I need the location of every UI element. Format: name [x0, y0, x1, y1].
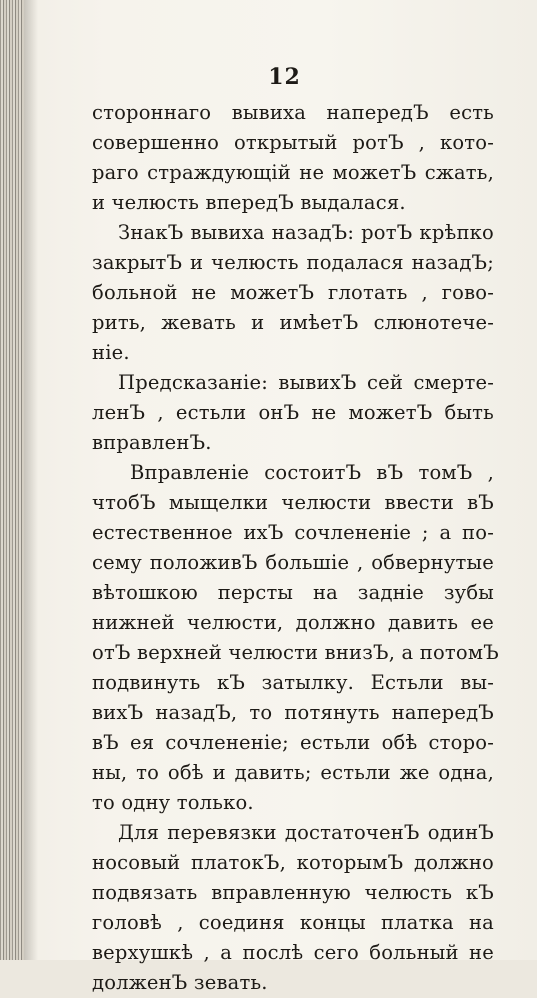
text-line: головѣ , соединя концы платка на: [92, 911, 494, 934]
text-line: вихЪ назадЪ, то потянуть напередЪ: [92, 701, 494, 724]
text-line: чтобЪ мыщелки челюсти ввести вЪ: [92, 491, 494, 514]
text-line: ЗнакЪ вывиха назадЪ: ротЪ крѣпко: [118, 221, 494, 244]
text-line: верхушкѣ , а послѣ сего больный не: [92, 941, 494, 964]
book-binding: [0, 0, 24, 960]
text-line: раго страждующій не можетЪ сжать,: [92, 161, 494, 184]
text-line: долженЪ зевать.: [92, 971, 268, 994]
page-number: 12: [268, 64, 301, 90]
binding-shadow: [24, 0, 38, 960]
text-line: Предсказаніе: вывихЪ сей смерте-: [118, 371, 494, 394]
text-line: рить, жевать и имѣетЪ слюнотече-: [92, 311, 494, 334]
text-line: Для перевязки достаточенЪ одинЪ: [118, 821, 494, 844]
text-line: нижней челюсти, должно давить ее: [92, 611, 494, 634]
text-line: то одну только.: [92, 791, 254, 814]
text-line: стороннаго вывиха напередЪ есть: [92, 101, 494, 124]
text-line: ны, то обѣ и давить; естьли же одна,: [92, 761, 494, 784]
text-line: совершенно открытый ротЪ , кото-: [92, 131, 494, 154]
body-text: [92, 98, 499, 998]
text-line: вЪ ея сочлененіе; естьли обѣ сторо-: [92, 731, 494, 754]
text-line: сему положивЪ большіе , обвернутые: [92, 551, 494, 574]
text-line: подвязать вправленную челюсть кЪ: [92, 881, 494, 904]
text-line: и челюсть впередЪ выдалася.: [92, 191, 406, 214]
text-line: больной не можетЪ глотать , гово-: [92, 281, 494, 304]
text-line: закрытЪ и челюсть подалася назадЪ;: [92, 251, 494, 274]
text-line: ленЪ , естьли онЪ не можетЪ быть: [92, 401, 494, 424]
text-line: ніе.: [92, 341, 130, 364]
text-line: отЪ верхней челюсти внизЪ, а потомЪ: [92, 641, 499, 664]
text-line: носовый платокЪ, которымЪ должно: [92, 851, 494, 874]
text-line: вѣтошкою персты на задніе зубы: [92, 581, 494, 604]
text-line: вправленЪ.: [92, 431, 212, 454]
text-line: естественное ихЪ сочлененіе ; а по-: [92, 521, 494, 544]
text-line: Вправленіе состоитЪ вЪ томЪ ,: [130, 461, 494, 484]
text-line: подвинуть кЪ затылку. Естьли вы-: [92, 671, 494, 694]
